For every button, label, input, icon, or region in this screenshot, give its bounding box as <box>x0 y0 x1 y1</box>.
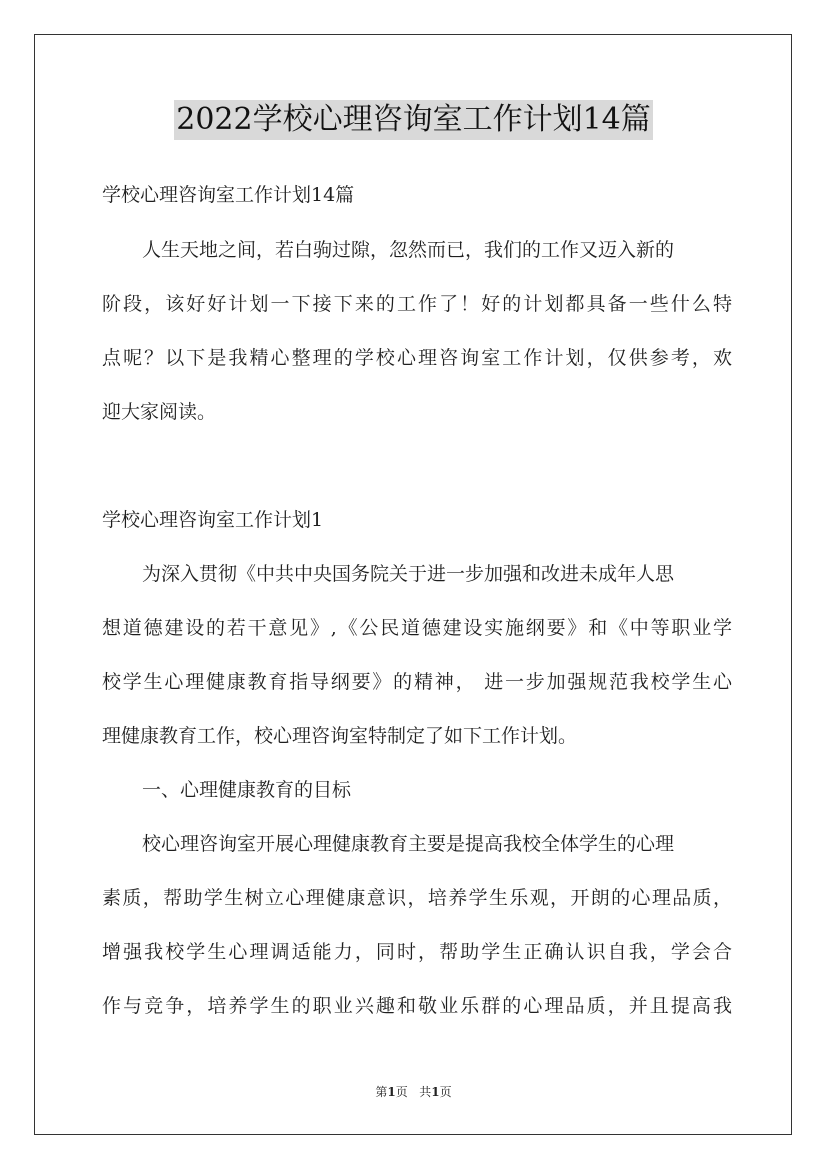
goal-paragraph-line-2: 素质，帮助学生树立心理健康意识，培养学生乐观，开朗的心理品质， <box>102 887 732 909</box>
intro-line-1: 人生天地之间，若白驹过隙，忽然而已，我们的工作又迈入新的 <box>142 239 675 261</box>
footer-page-number: 1 <box>387 1085 396 1099</box>
section-paragraph-line-3: 校学生心理健康教育指导纲要》的精神， 进一步加强规范我校学生心 <box>102 671 732 693</box>
footer-page-suffix: 页 <box>395 1085 408 1099</box>
intro-line-3: 点呢？以下是我精心整理的学校心理咨询室工作计划，仅供参考，欢 <box>102 347 732 369</box>
section-paragraph-line-1: 为深入贯彻《中共中央国务院关于进一步加强和改进未成年人思 <box>142 563 675 585</box>
section-paragraph-line-4: 理健康教育工作，校心理咨询室特制定了如下工作计划。 <box>102 725 578 747</box>
footer-total-number: 1 <box>431 1085 440 1099</box>
page-footer <box>0 1084 827 1100</box>
section-heading: 学校心理咨询室工作计划1 <box>102 509 324 531</box>
document-title: 2022学校心理咨询室工作计划14篇 <box>174 100 653 140</box>
footer-page-prefix: 第 <box>375 1085 388 1099</box>
goal-paragraph-line-1: 校心理咨询室开展心理健康教育主要是提高我校全体学生的心理 <box>142 833 675 855</box>
title-container <box>0 100 827 140</box>
goal-paragraph-line-4: 作与竞争，培养学生的职业兴趣和敬业乐群的心理品质，并且提高我 <box>102 995 732 1017</box>
intro-line-4: 迎大家阅读。 <box>102 401 217 423</box>
subheading-goals: 一、心理健康教育的目标 <box>142 779 352 801</box>
document-subtitle: 学校心理咨询室工作计划14篇 <box>102 184 355 206</box>
goal-paragraph-line-3: 增强我校学生心理调适能力，同时，帮助学生正确认识自我，学会合 <box>102 941 732 963</box>
section-paragraph-line-2: 想道德建设的若干意见》,《公民道德建设实施纲要》和《中等职业学 <box>102 617 732 639</box>
footer-total-suffix: 页 <box>439 1085 452 1099</box>
footer-total-prefix: 共 <box>419 1085 432 1099</box>
intro-line-2: 阶段，该好好计划一下接下来的工作了！好的计划都具备一些什么特 <box>102 293 732 315</box>
